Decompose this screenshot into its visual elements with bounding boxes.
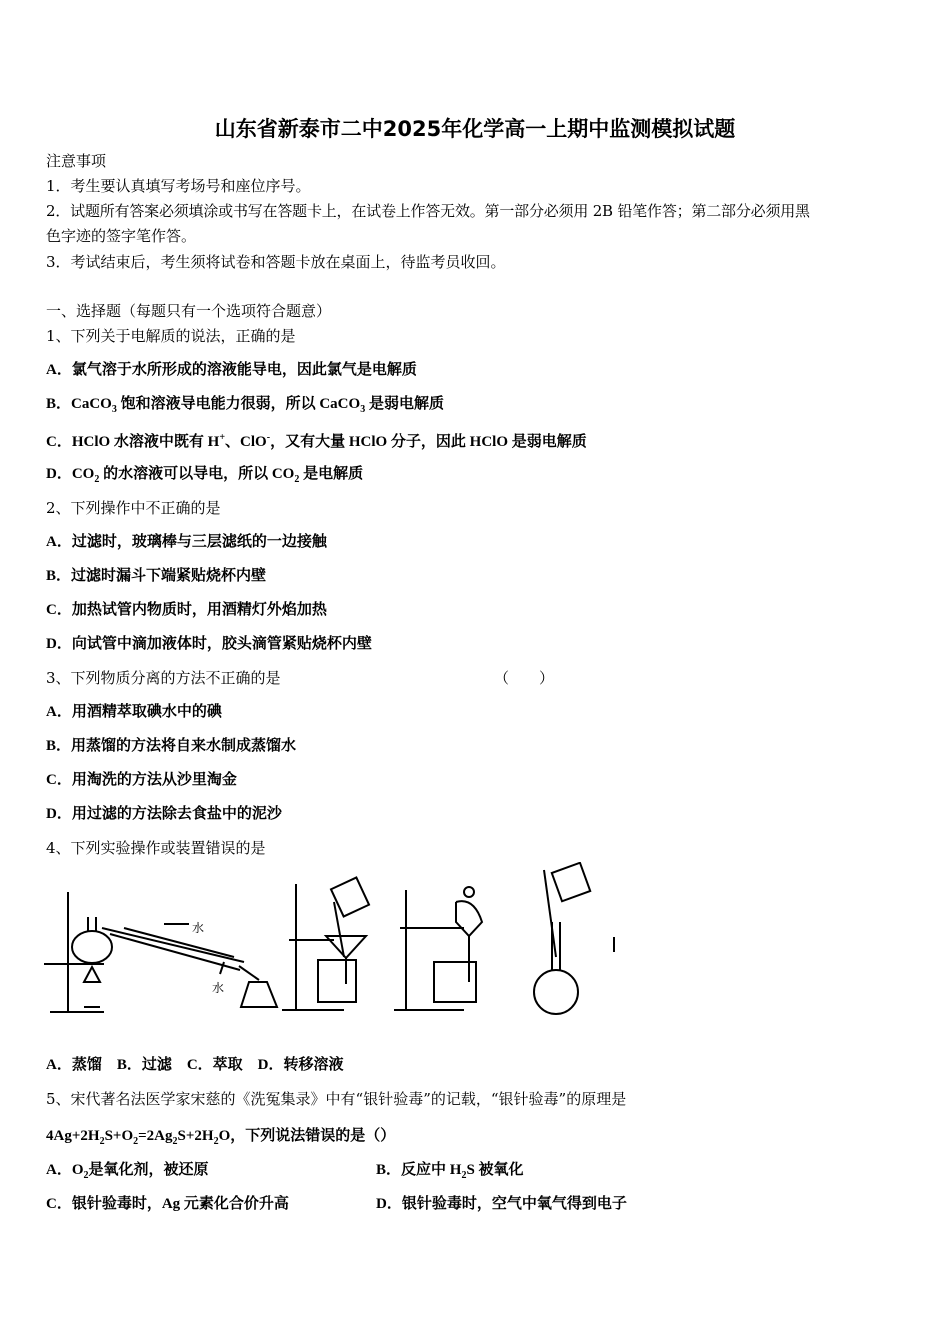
answer-paren: （ ）	[494, 669, 555, 687]
option: C．用淘洗的方法从沙里淘金	[46, 772, 237, 788]
volumetric-flask-transfer	[534, 863, 614, 1014]
option: B．CaCO$_3$ 饱和溶液导电能力很弱，所以 CaCO$_3$ 是弱电解质	[46, 396, 444, 415]
question-stem: 4、下列实验操作或装置错误的是	[46, 839, 266, 857]
apparatus-figure	[44, 862, 624, 1022]
page-title: 山东省新泰市二中2025年化学高一上期中监测模拟试题	[214, 117, 736, 141]
option: B．用蒸馏的方法将自来水制成蒸馏水	[46, 738, 297, 754]
notice-heading: 注意事项	[46, 152, 107, 170]
option: C．银针验毒时，Ag 元素化合价升高	[46, 1196, 289, 1212]
notice-item: 3．考试结束后，考生须将试卷和答题卡放在桌面上，待监考员收回。	[46, 253, 506, 271]
option: C．HClO 水溶液中既有 H+、ClO-，又有大量 HClO 分子，因此 HClO 是弱电解质	[46, 432, 587, 450]
option: D．用过滤的方法除去食盐中的泥沙	[46, 806, 282, 822]
notice-item: 2．试题所有答案必须填涂或书写在答题卡上，在试卷上作答无效。第一部分必须用 2B 铅笔作答；第二部分必须用黑	[46, 202, 810, 220]
option: A．用酒精萃取碘水中的碘	[46, 704, 222, 720]
figure-label: 水	[212, 981, 225, 995]
notice-item: 1．考生要认真填写考场号和座位序号。	[46, 177, 311, 195]
option: B．过滤时漏斗下端紧贴烧杯内壁	[46, 568, 267, 584]
option: D．银针验毒时，空气中氧气得到电子	[376, 1196, 627, 1212]
section-heading: 一、选择题（每题只有一个选项符合题意）	[46, 302, 332, 320]
option: A．$O_2$是氧化剂，被还原	[46, 1162, 209, 1181]
option: C．加热试管内物质时，用酒精灯外焰加热	[46, 602, 327, 618]
option: A．过滤时，玻璃棒与三层滤纸的一边接触	[46, 534, 327, 550]
filtration-apparatus	[282, 877, 369, 1010]
question-stem: 2、下列操作中不正确的是	[46, 499, 221, 517]
option: D．向试管中滴加液体时，胶头滴管紧贴烧杯内壁	[46, 636, 372, 652]
option: B．反应中 $H_2S$ 被氧化	[376, 1162, 524, 1181]
question-stem: 1、下列关于电解质的说法，正确的是	[46, 327, 296, 345]
option-row: A．蒸馏 B．过滤 C．萃取 D．转移溶液	[46, 1057, 344, 1073]
option: D．$CO_2$ 的水溶液可以导电，所以 $CO_2$ 是电解质	[46, 466, 364, 485]
notice-item: 色字迹的签字笔作答。	[46, 227, 197, 245]
equation: $4Ag+2H_2S+O_2=2Ag_2S+2H_2O$，下列说法错误的是（）	[46, 1128, 396, 1147]
question-stem: 5、宋代著名法医学家宋慈的《洗冤集录》中有“银针验毒”的记载，“银针验毒”的原理是	[46, 1090, 627, 1108]
option: A．氯气溶于水所形成的溶液能导电，因此氯气是电解质	[46, 362, 417, 378]
question-stem: 3、下列物质分离的方法不正确的是	[46, 669, 281, 687]
distillation-apparatus	[44, 892, 277, 1012]
extraction-apparatus	[394, 887, 482, 1010]
figure-label: 水	[192, 921, 205, 935]
